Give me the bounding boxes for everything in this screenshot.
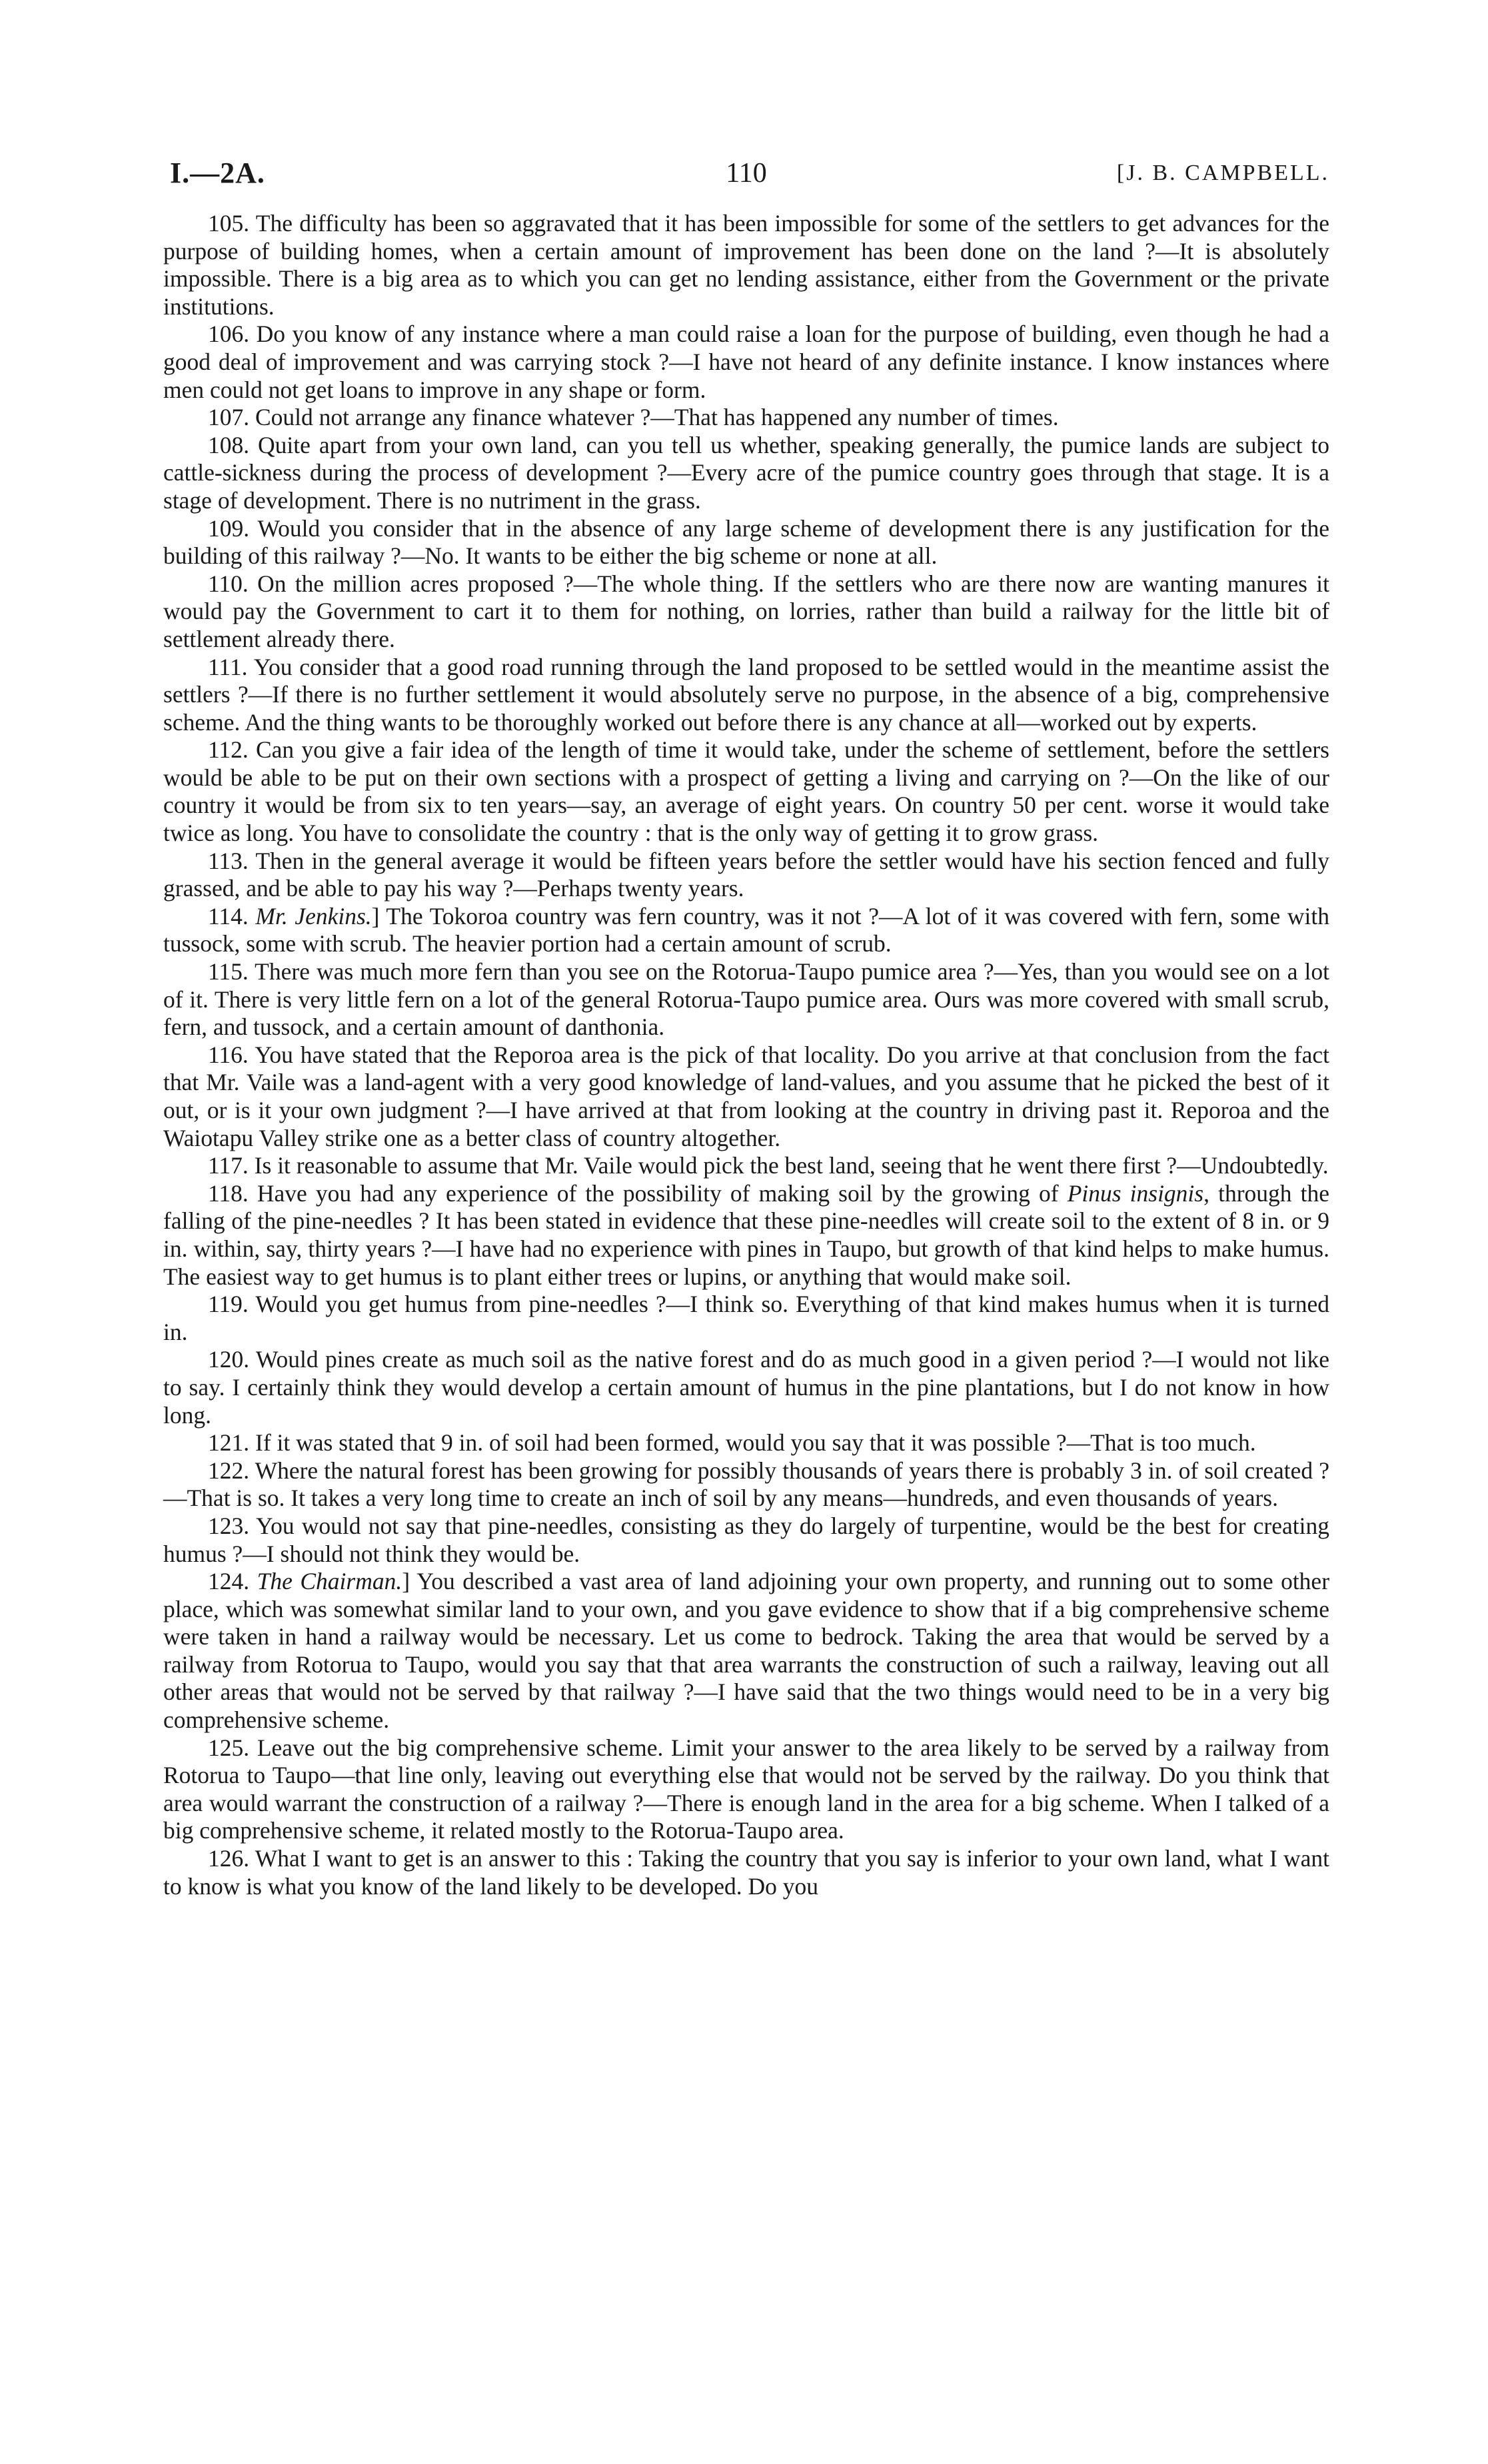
evidence-paragraph	[163, 736, 1329, 847]
evidence-paragraph	[163, 404, 1329, 432]
paragraph-text: 111. You consider that a good road running through the land proposed to be settled would in the meantime assist the settlers ?—If there is no further settlement it would absolutely serve no purpose, in the absence of a big, comprehensive scheme. And the thing wants to be thoroughly worked out before there is any chance at all—worked out by experts.	[163, 653, 1329, 736]
paragraph-text: 115. There was much more fern than you see on the Rotorua-Taupo pumice area ?—Yes, than you would see on a lot of it. There is very little fern on a lot of the general Rotorua-Taupo pumice area. Ours was more covered with small scrub, fern, and tussock, and a certain amount of danthonia.	[163, 958, 1329, 1041]
evidence-paragraph	[163, 1291, 1329, 1346]
paragraph-text: 108. Quite apart from your own land, can you tell us whether, speaking generally, the pumice lands are subject to cattle-sickness during the process of development ?—Every acre of the pumice country goes through that stage. It is a stage of development. There is no nutriment in the grass.	[163, 431, 1329, 514]
paragraph-text: 113. Then in the general average it would be fifteen years before the settler would have his section fenced and fully grassed, and be able to pay his way ?—Perhaps twenty years.	[163, 847, 1329, 902]
paragraph-text: 118. Have you had any experience of the possibility of making soil by the growing of	[208, 1179, 1068, 1207]
evidence-paragraph	[163, 848, 1329, 903]
evidence-paragraph	[163, 654, 1329, 737]
page-number: 110	[726, 158, 767, 189]
italic-text: Pinus insignis	[1067, 1179, 1204, 1207]
series-number: I.—2A.	[170, 157, 265, 189]
evidence-paragraph	[163, 1346, 1329, 1429]
paragraph-text: 116. You have stated that the Reporoa area is the pick of that locality. Do you arrive at that conclusion from the fact that Mr. Vaile was a land-agent with a very good knowledge of land-values, and you assume that he picked the best of it out, or is it your own judgment ?—I have arrived at that from looking at the country in driving past it. Reporoa and the Waiotapu Valley strike one as a better class of country altogether.	[163, 1041, 1329, 1151]
evidence-paragraph	[163, 1457, 1329, 1513]
paragraph-text: 114.	[208, 902, 256, 929]
paragraph-text: 105. The difficulty has been so aggravated that it has been impossible for some of the settlers to get advances for the purpose of building homes, when a certain amount of improvement has been done on the land ?—It is absolutely impossible. There is a big area as to which you can get no lending assistance, either from the Government or the private institutions.	[163, 210, 1329, 320]
paragraph-text: 124.	[208, 1568, 257, 1595]
paragraph-text: 109. Would you consider that in the absence of any large scheme of development there is any justification for the building of this railway ?—No. It wants to be either the big scheme or none at all.	[163, 514, 1329, 570]
paragraph-text: 107. Could not arrange any finance whatever ?—That has happened any number of times.	[208, 404, 1059, 431]
evidence-paragraph	[163, 903, 1329, 958]
evidence-paragraph	[163, 320, 1329, 404]
paragraph-text: ] The Tokoroa country was fern country, was it not ?—A lot of it was covered with fern, some with tussock, some with scrub. The heavier portion had a certain amount of scrub.	[163, 902, 1329, 957]
evidence-paragraph	[163, 1845, 1329, 1900]
paragraph-text: 125. Leave out the big comprehensive scheme. Limit your answer to the area likely to be served by a railway from Rotorua to Taupo—that line only, leaving out everything else that would not be served by the railway. Do you think that area would warrant the construction of a railway ?—There is enough land in the area for a big scheme. When I talked of a big comprehensive scheme, it related mostly to the Rotorua-Taupo area.	[163, 1734, 1329, 1844]
paragraph-text: 121. If it was stated that 9 in. of soil had been formed, would you say that it was possible ?—That is too much.	[208, 1429, 1256, 1457]
evidence-text	[163, 210, 1329, 1900]
paragraph-text: 123. You would not say that pine-needles, consisting as they do largely of turpentine, would be the best for creating humus ?—I should not think they would be.	[163, 1512, 1329, 1567]
paragraph-text: 119. Would you get humus from pine-needles ?—I think so. Everything of that kind makes humus when it is turned in.	[163, 1291, 1329, 1345]
evidence-paragraph	[163, 515, 1329, 570]
document-page	[163, 157, 1329, 1900]
italic-text: The Chairman.	[257, 1568, 402, 1595]
paragraph-text: 106. Do you know of any instance where a man could raise a loan for the purpose of building, even though he had a good deal of improvement and was carrying stock ?—I have not heard of any definite instance. I know instances where men could not get loans to improve in any shape or form.	[163, 320, 1329, 403]
paragraph-text: 117. Is it reasonable to assume that Mr. Vaile would pick the best land, seeing that he went there first ?—Undoubtedly.	[208, 1152, 1329, 1179]
evidence-paragraph	[163, 432, 1329, 515]
evidence-paragraph	[163, 1429, 1329, 1457]
evidence-paragraph	[163, 1734, 1329, 1845]
paragraph-text: 126. What I want to get is an answer to this : Taking the country that you say is inferior to your own land, what I want to know is what you know of the land likely to be developed. Do you	[163, 1845, 1329, 1900]
evidence-paragraph	[163, 1568, 1329, 1734]
paragraph-text: 110. On the million acres proposed ?—The whole thing. If the settlers who are there now are wanting manures it would pay the Government to cart it to them for nothing, on lorries, rather than build a railway for the little bit of settlement already there.	[163, 570, 1329, 652]
paragraph-text: 112. Can you give a fair idea of the length of time it would take, under the scheme of settlement, before the settlers would be able to be put on their own sections with a prospect of getting a living and carrying on ?—On the like of our country it would be from six to ten years—say, an average of eight years. On country 50 per cent. worse it would take twice as long. You have to consolidate the country : that is the only way of getting it to grow grass.	[163, 736, 1329, 847]
evidence-paragraph	[163, 1180, 1329, 1291]
evidence-paragraph	[163, 1513, 1329, 1568]
paragraph-text: ] You described a vast area of land adjoining your own property, and running out to some other place, which was somewhat similar land to your own, and you gave evidence to show that if a big comprehensive scheme were taken in hand a railway would be necessary. Let us come to bedrock. Taking the area that would be served by a railway from Rotorua to Taupo, would you say that that area warrants the construction of such a railway, leaving out all other areas that would not be served by that railway ?—I have said that the two things would need to be in a very big comprehensive scheme.	[163, 1568, 1330, 1734]
paragraph-text: , through the falling of the pine-needles ? It has been stated in evidence that these pine-needles will create soil to the extent of 8 in. or 9 in. within, say, thirty years ?—I have had no experience with pines in Taupo, but growth of that kind helps to make humus. The easiest way to get humus is to plant either trees or lupins, or anything that would make soil.	[163, 1179, 1329, 1290]
evidence-paragraph	[163, 570, 1329, 654]
evidence-paragraph	[163, 210, 1329, 320]
evidence-paragraph	[163, 1152, 1329, 1180]
evidence-paragraph	[163, 958, 1329, 1041]
witness-name: [J. B. CAMPBELL.	[1116, 161, 1329, 185]
evidence-paragraph	[163, 1041, 1329, 1152]
paragraph-text: 122. Where the natural forest has been growing for possibly thousands of years there is probably 3 in. of soil created ?—That is so. It takes a very long time to create an inch of soil by any means—hundreds, and even thousands of years.	[163, 1457, 1329, 1512]
paragraph-text: 120. Would pines create as much soil as the native forest and do as much good in a given period ?—I would not like to say. I certainly think they would develop a certain amount of humus in the pine plantations, but I do not know in how long.	[163, 1346, 1329, 1429]
italic-text: Mr. Jenkins.	[255, 902, 372, 929]
page-header	[163, 157, 1329, 210]
